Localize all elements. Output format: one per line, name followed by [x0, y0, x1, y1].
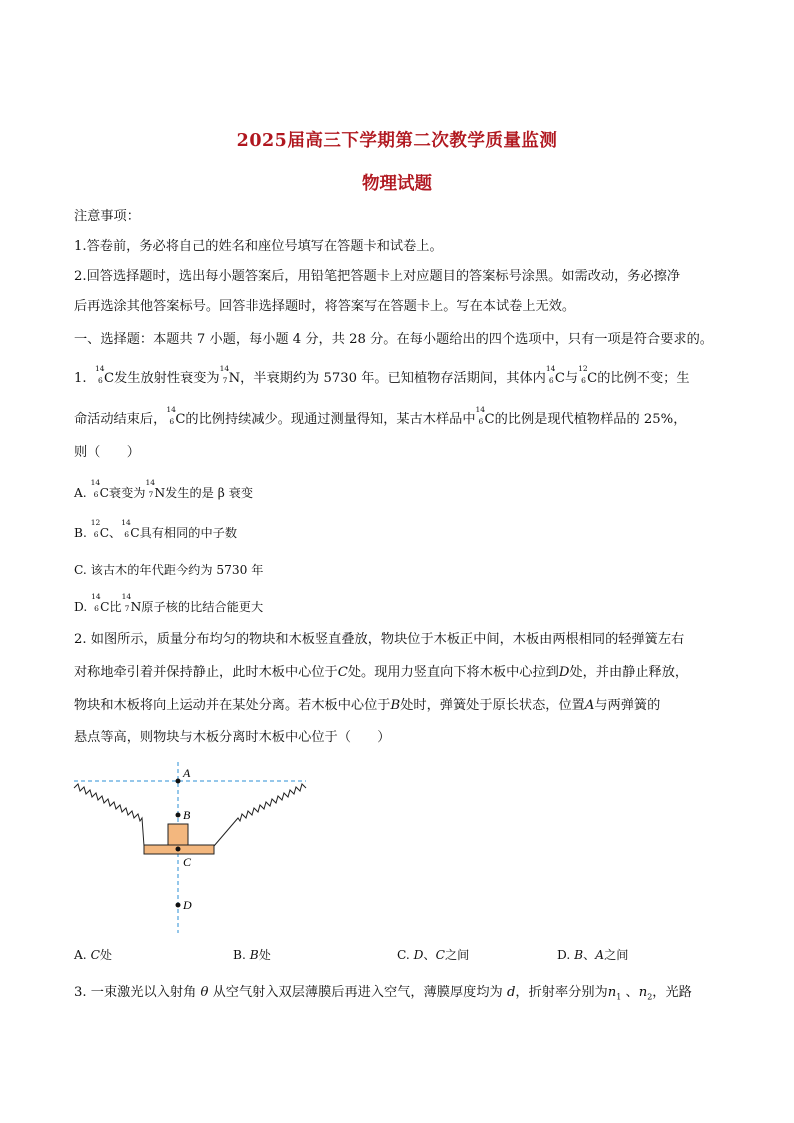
spring-board-diagram — [70, 758, 310, 938]
exam-title: 2025届高三下学期第二次教学质量监测 — [236, 131, 558, 151]
q1-option-d: D. 14 6 C比 14 7 N原子核的比结合能更大 — [74, 592, 264, 614]
label-c: C — [183, 855, 192, 869]
notice-2a: 2.回答选择题时，选出每小题答案后，用铅笔把答题卡上对应题目的答案标号涂黑。如需改动，务必擦净 — [74, 269, 681, 284]
point-a — [176, 779, 181, 784]
exam-subtitle: 物理试题 — [362, 174, 432, 194]
notice-heading: 注意事项： — [74, 209, 140, 224]
q2-option-d: D. B、A之间 — [557, 948, 629, 962]
point-b — [176, 813, 181, 818]
label-d: D — [183, 898, 192, 912]
q2-line-1: 2. 如图所示，质量分布均匀的物块和木板竖直叠放，物块位于木板正中间，木板由两根相同的轻弹簧左右 — [74, 632, 685, 647]
q1-option-c: C. 该古木的年代距今约为 5730 年 — [74, 563, 264, 577]
q2-line-3: 物块和木板将向上运动并在某处分离。若木板中心位于B处时，弹簧处于原长状态，位置A与两弹簧的 — [74, 698, 661, 713]
section-1-heading: 一、选择题：本题共 7 小题，每小题 4 分，共 28 分。在每小题给出的四个选项中，只有一项是符合要求的。 — [74, 332, 713, 347]
point-d — [176, 903, 181, 908]
label-b: B — [183, 808, 191, 822]
q2-line-4: 悬点等高，则物块与木板分离时木板中心位于（ ） — [74, 730, 391, 745]
q1-line-3: 则（ ） — [74, 445, 140, 460]
q1-line-2: 命活动结束后， 14 6 C的比例持续减少。现通过测量得知，某古木样品中 14 6 C的比例是现代植物样品的 25%， — [74, 405, 687, 427]
label-a: A — [183, 766, 191, 780]
block — [168, 824, 188, 845]
nuclide-c14: 14 6 C — [475, 405, 495, 427]
q2-line-2: 对称地牵引着并保持静止，此时木板中心位于C处。现用力竖直向下将木板中心拉到D处，并由静止释放， — [74, 665, 689, 680]
q2-option-b: B. B处 — [233, 948, 271, 962]
nuclide-c12: 12 6 C — [578, 364, 598, 386]
right-spring — [214, 784, 306, 846]
notice-2b: 后再选涂其他答案标号。回答非选择题时，将答案写在答题卡上。写在本试卷上无效。 — [74, 299, 576, 314]
q1-option-b: B. 12 6 C、 14 6 C具有相同的中子数 — [74, 518, 238, 540]
q1-number: 1. — [74, 371, 87, 386]
q1-line-1: 1. 14 6 C发生放射性衰变为 14 7 N，半衰期约为 5730 年。已知植物存活期间，其体内 14 6 C与 12 6 C的比例不变；生 — [74, 364, 690, 386]
nuclide-c14: 14 6 C — [166, 405, 186, 427]
nuclide-n14: 14 7 N — [219, 364, 241, 386]
q1-option-a: A. 14 6 C衰变为 14 7 N发生的是 β 衰变 — [74, 478, 254, 500]
notice-1: 1.答卷前，务必将自己的姓名和座位号填写在答题卡和试卷上。 — [74, 239, 443, 254]
point-c — [176, 847, 181, 852]
q2-option-a: A. C处 — [74, 948, 113, 962]
nuclide-c14: 14 6 C — [94, 364, 115, 386]
left-spring — [74, 784, 144, 846]
q3-line-1: 3. 一束激光以入射角 θ 从空气射入双层薄膜后再进入空气，薄膜厚度均为 d，折射率分别为$n_1$ 、$n_2$，光路 — [74, 985, 692, 1002]
q2-option-c: C. D、C之间 — [397, 948, 470, 962]
nuclide-c14: 14 6 C — [545, 364, 565, 386]
